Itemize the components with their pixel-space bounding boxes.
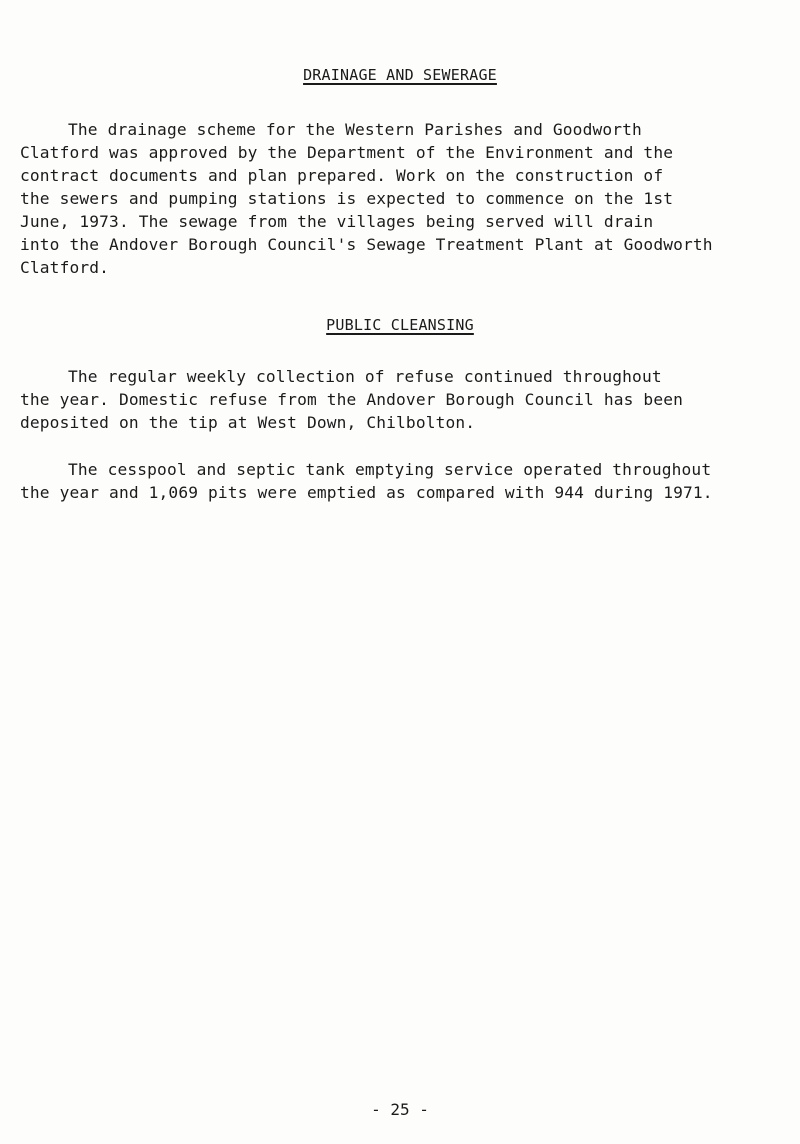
heading-public-cleansing: PUBLIC CLEANSING xyxy=(326,316,474,334)
paragraph-line: The regular weekly collection of refuse continued throughout xyxy=(68,367,662,386)
paragraph-line: The drainage scheme for the Western Parishes and Goodworth xyxy=(68,120,642,139)
paragraph-line: the year and 1,069 pits were emptied as compared with 944 during 1971. xyxy=(20,483,713,502)
page-number: - 25 - xyxy=(371,1100,429,1119)
paragraph-line: the sewers and pumping stations is expected to commence on the 1st xyxy=(20,189,674,208)
paragraph-line: Clatford was approved by the Department of the Environment and the xyxy=(20,143,674,162)
paragraph-line: Clatford. xyxy=(20,258,110,277)
paragraph-line: contract documents and plan prepared. Work on the construction of xyxy=(20,166,664,185)
heading-drainage-and-sewerage: DRAINAGE AND SEWERAGE xyxy=(303,66,497,84)
paragraph-line: June, 1973. The sewage from the villages being served will drain xyxy=(20,212,654,231)
paragraph-line: the year. Domestic refuse from the Andover Borough Council has been xyxy=(20,390,684,409)
paragraph-line: The cesspool and septic tank emptying service operated throughout xyxy=(68,460,712,479)
paragraph-line: deposited on the tip at West Down, Chilbolton. xyxy=(20,413,476,432)
paragraph-line: into the Andover Borough Council's Sewage Treatment Plant at Goodworth xyxy=(20,235,713,254)
